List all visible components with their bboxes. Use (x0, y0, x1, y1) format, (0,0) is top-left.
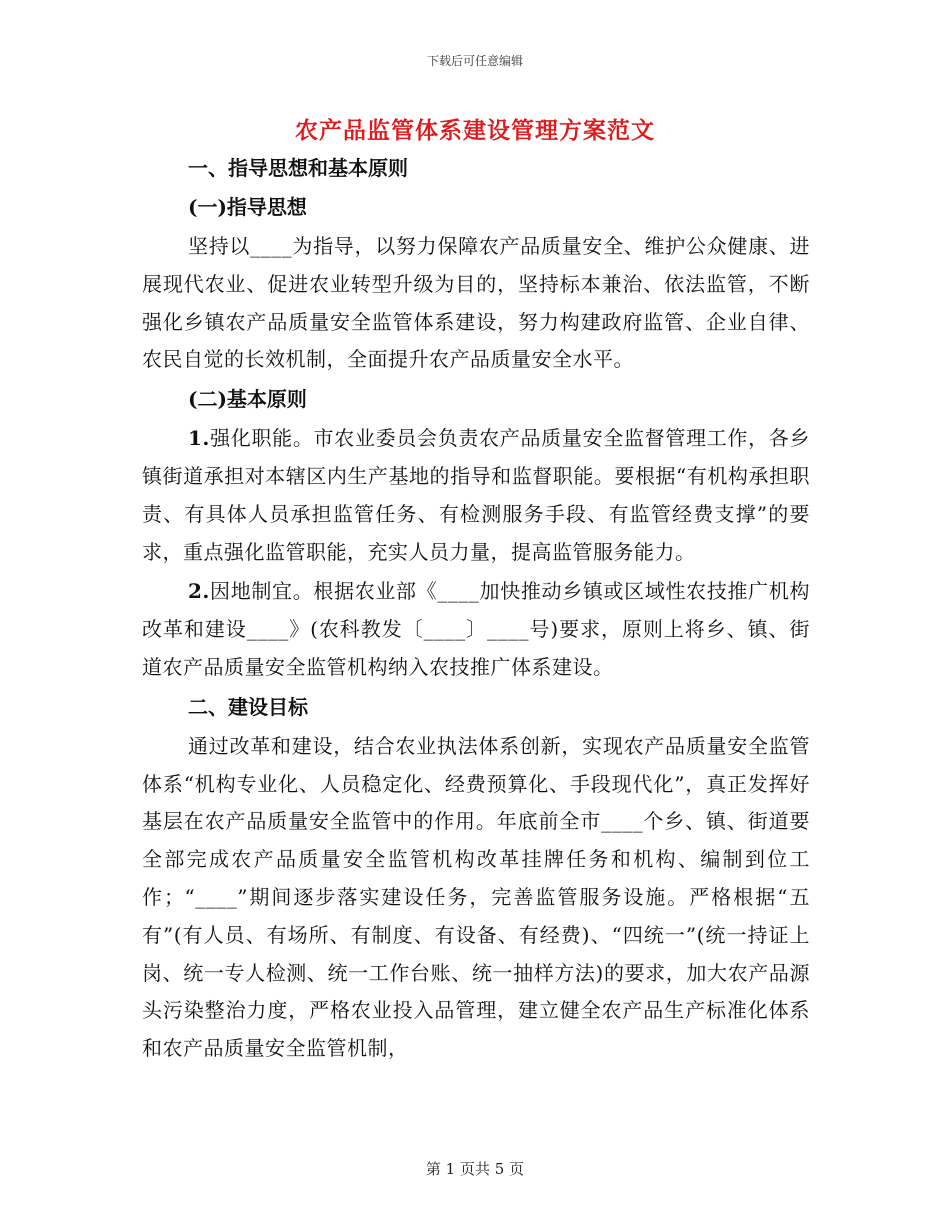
header-note: 下载后可任意编辑 (426, 54, 523, 68)
section-heading-guidance-principles: 一、指导思想和基本原则 (188, 156, 408, 180)
paragraph-principle-2 (142, 573, 810, 686)
paragraph-principle-1 (142, 420, 810, 571)
page-number-footer: 第 1 页共 5 页 (425, 1160, 525, 1178)
subsection-heading-guiding-ideology: (一)指导思想 (188, 195, 307, 219)
paragraph-guiding-ideology: 坚持以____为指导，以努力保障农产品质量安全、维护公众健康、进展现代农业、促进农业转型升级为目的，坚持标本兼治、依法监管，不断强化乡镇农产品质量安全监管体系建设，努力构建政府监管、企业自律、农民自觉的长效机制，全面提升农产品质量安全水平。 (142, 234, 810, 372)
section-heading-construction-goals: 二、建设目标 (188, 694, 308, 719)
document-title: 农产品监管体系建设管理方案范文 (295, 117, 655, 144)
principle-1-number: 1. (188, 426, 210, 451)
principle-2-text: 因地制宜。根据农业部《____加快推动乡镇或区域性农技推广机构改革和建设____》(农科教发〔____〕____号)要求，原则上将乡、镇、街道农产品质量安全监管机构纳入农技推广体系建设。 (142, 579, 810, 679)
subsection-heading-basic-principles: (二)基本原则 (188, 387, 307, 412)
principle-2-number: 2. (188, 579, 210, 604)
document-body (142, 150, 810, 1070)
paragraph-construction-goals: 通过改革和建设，结合农业执法体系创新，实现农产品质量安全监管体系“机构专业化、人员稳定化、经费预算化、手段现代化”，真正发挥好基层在农产品质量安全监管中的作用。年底前全市____个乡、镇、街道要全部完成农产品质量安全监管机构改革挂牌任务和机构、编制到位工作；“____”期间逐步落实建设任务，完善监管服务设施。严格根据“五有”(有人员、有场所、有制度、有设备、有经费)、“四统一”(统一持证上岗、统一专人检测、统一工作台账、统一抽样方法)的要求，加大农产品源头污染整治力度，严格农业投入品管理，建立健全农产品生产标准化体系和农产品质量安全监管机制， (142, 733, 810, 1061)
principle-1-text: 强化职能。市农业委员会负责农产品质量安全监督管理工作，各乡镇街道承担对本辖区内生产基地的指导和监督职能。要根据“有机构承担职责、有具体人员承担监管任务、有检测服务手段、有监管经费支撑”的要求，重点强化监管职能，充实人员力量，提高监管服务能力。 (142, 426, 810, 564)
